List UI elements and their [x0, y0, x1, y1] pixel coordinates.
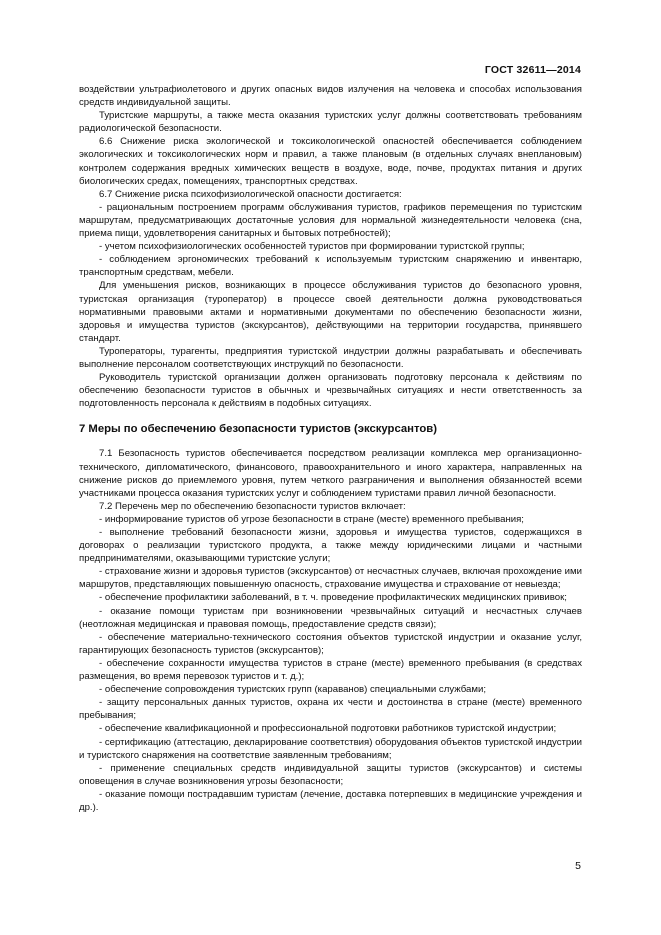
list-item: - оказание помощи пострадавшим туристам (лечение, доставка потерпевших в медицинские учреждения и др.).: [79, 788, 582, 813]
body-paragraph: Туристские маршруты, а также места оказания туристских услуг должны соответствовать требованиям радиологической безопасности.: [79, 110, 582, 135]
list-item: - обеспечение профилактики заболеваний, в т. ч. проведение профилактических медицинских прививок;: [99, 592, 567, 604]
section-heading: 7 Меры по обеспечению безопасности туристов (экскурсантов): [79, 423, 437, 436]
list-item: - соблюдением эргономических требований к используемым туристским снаряжению и инвентарю, транспортным средствам, мебели.: [79, 254, 582, 279]
document-body: [79, 83, 582, 814]
list-item: - оказание помощи туристам при возникновении чрезвычайных ситуаций и несчастных случаев (неотложная медицинская и правовая помощь, предоставление средств связи);: [79, 605, 582, 630]
list-item: - обеспечение материально-технического состояния объектов туристской индустрии и оказание услуг, гарантирующих безопасность туристов (экскурсантов);: [79, 631, 582, 656]
list-item: - сертификацию (аттестацию, декларирование соответствия) оборудования объектов туристской индустрии и туристского снаряжения на соответствие заявленным требованиям;: [79, 736, 582, 761]
body-paragraph: 7.2 Перечень мер по обеспечению безопасности туристов включает:: [99, 500, 406, 512]
list-item: - обеспечение сопровождения туристских групп (караванов) специальными службами;: [99, 684, 486, 696]
document-standard-header: ГОСТ 32611—2014: [484, 64, 581, 76]
body-paragraph: 7.1 Безопасность туристов обеспечивается посредством реализации комплекса мер организационно-технического, дипломатического, финансового, правоохранительного и иного характера, направленных на снижение рисков до приемлемого уровня, путем четкого разграничения и выполнения обязанностей всеми участниками процесса оказания туристских услуг и соблюдением туристами правил личной безопасности.: [79, 448, 582, 499]
body-paragraph: Туроператоры, турагенты, предприятия туристской индустрии должны разрабатывать и обеспечивать выполнение персоналом соответствующих инструкций по безопасности.: [79, 345, 582, 370]
body-paragraph: Руководитель туристской организации должен организовать подготовку персонала к действиям по обеспечению безопасности туристов в обычных и чрезвычайных ситуациях и нести ответственность за подготовленность персонала к действиям в подобных ситуациях.: [79, 372, 582, 410]
list-item: - рациональным построением программ обслуживания туристов, графиков перемещения по туристским маршрутам, предусматривающих достаточные условия для нормальной жизнедеятельности человека (сна, приема пищи, удовлетворения санитарных и бытовых потребностей);: [79, 201, 582, 240]
page-number: 5: [575, 860, 581, 872]
list-item: - защиту персональных данных туристов, охрана их чести и достоинства в стране (месте) временного пребывания;: [79, 697, 582, 722]
list-item: - обеспечение сохранности имущества туристов в стране (месте) временного пребывания (в средствах размещения, во время перевозок туристов и т. д.);: [79, 657, 582, 683]
body-paragraph: Для уменьшения рисков, возникающих в процессе обслуживания туристов до безопасного уровня, туристская организация (туроператор) в процессе своей деятельности должна руководствоваться нормативными правовыми актами и нормативными документами по обеспечению безопасности жизни, здоровья и имущества туристов (экскурсантов), действующими на территории государства, принявшего стандарт.: [79, 280, 582, 344]
list-item: - выполнение требований безопасности жизни, здоровья и имущества туристов, содержащихся в договорах о реализации туристского продукта, а также между юридическими лицами и частными предпринимателями, оказывающими туристские услуги;: [79, 527, 582, 565]
list-item: - обеспечение квалификационной и профессиональной подготовки работников туристской индустрии;: [99, 723, 557, 735]
body-paragraph: 6.6 Снижение риска экологической и токсикологической опасностей обеспечивается соблюдением экологических и токсикологических норм и правил, а также плановым (в отдельных случаях внеплановым) контролем содержания вредных химических веществ в воздухе, воде, почве, продуктах питания и других биологических средах, помещениях, транспортных средствах.: [79, 136, 582, 187]
body-paragraph: воздействии ультрафиолетового и других опасных видов излучения на человека и способах использования средств индивидуальной защиты.: [79, 84, 582, 109]
list-item: - учетом психофизиологических особенностей туристов при формировании туристской группы;: [99, 241, 525, 253]
body-paragraph: 6.7 Снижение риска психофизиологической опасности достигается:: [99, 188, 402, 200]
list-item: - страхование жизни и здоровья туристов (экскурсантов) от несчастных случаев, включая прохождение ими маршрутов, представляющих повышенную опасность, страхование имущества и страхование от невыезда;: [79, 566, 582, 591]
list-item: - информирование туристов об угрозе безопасности в стране (месте) временного пребывания;: [99, 513, 524, 525]
list-item: - применение специальных средств индивидуальной защиты туристов (экскурсантов) и системы оповещения в случае возникновения угрозы безопасности;: [79, 762, 582, 787]
